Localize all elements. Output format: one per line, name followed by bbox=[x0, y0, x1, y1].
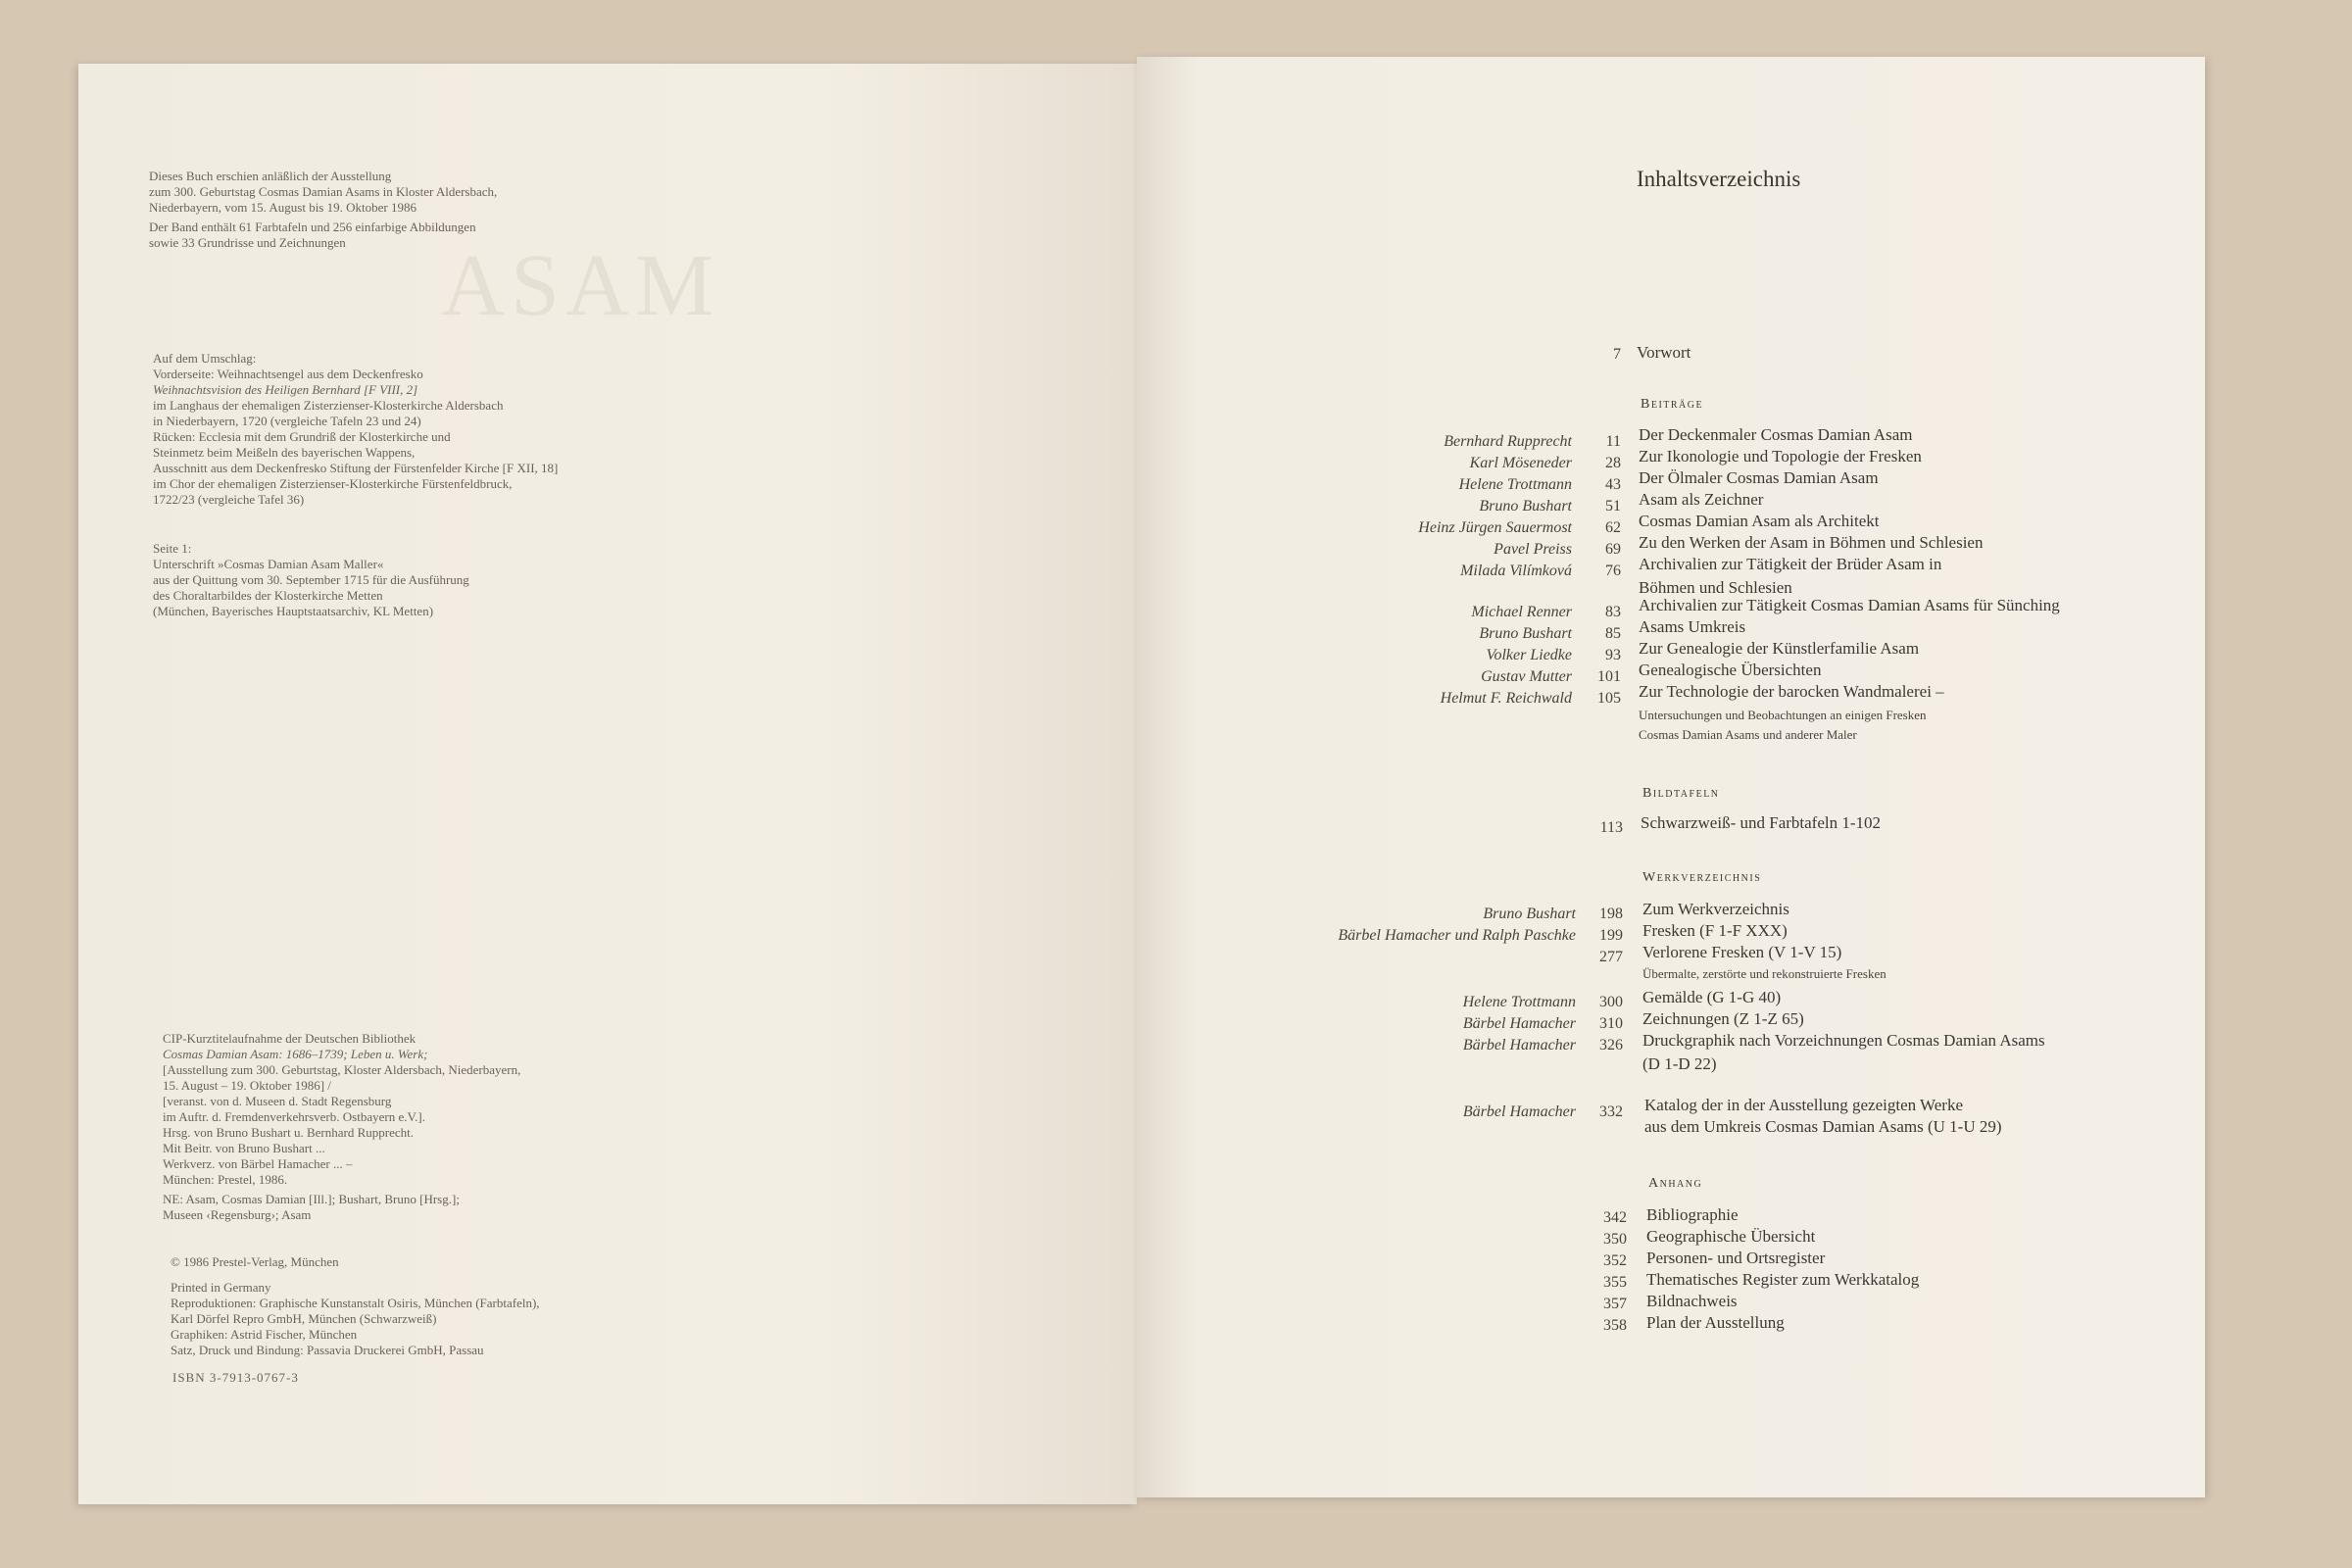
toc-page: 342 bbox=[1603, 1209, 1627, 1226]
bildtafeln-page: 113 bbox=[1599, 819, 1623, 836]
toc-author: Bärbel Hamacher bbox=[1462, 1015, 1576, 1032]
toc-entry-title: Archivalien zur Tätigkeit Cosmas Damian Asams für Sünching bbox=[1639, 596, 2060, 614]
toc-author: Heinz Jürgen Sauermost bbox=[1418, 519, 1572, 536]
toc-page: 326 bbox=[1599, 1037, 1623, 1054]
toc-entry-title-cont: aus dem Umkreis Cosmas Damian Asams (U 1-U 29) bbox=[1644, 1117, 2002, 1136]
toc-entry-title: Bildnachweis bbox=[1646, 1292, 1738, 1310]
toc-entry-title-cont: Böhmen und Schlesien bbox=[1639, 578, 1792, 597]
toc-author: Bärbel Hamacher bbox=[1462, 1037, 1576, 1054]
toc-author: Bernhard Rupprecht bbox=[1444, 433, 1572, 450]
toc-author: Bärbel Hamacher und Ralph Paschke bbox=[1338, 927, 1576, 944]
toc-page: 69 bbox=[1605, 541, 1621, 558]
toc-entry-subtitle: Übermalte, zerstörte und rekonstruierte Fresken bbox=[1642, 966, 1886, 981]
toc-entry-title: Archivalien zur Tätigkeit der Brüder Asam in bbox=[1639, 555, 1942, 573]
toc-entry-title: Verlorene Fresken (V 1-V 15) bbox=[1642, 943, 1842, 961]
toc-entry-title: Thematisches Register zum Werkkatalog bbox=[1646, 1270, 1920, 1289]
toc-page: 101 bbox=[1597, 668, 1621, 685]
toc-author: Gustav Mutter bbox=[1481, 668, 1572, 685]
section-bildtafeln: Bildtafeln bbox=[1642, 786, 1720, 801]
cip-record: CIP-Kurztitelaufnahme der Deutschen Bibliothek Cosmas Damian Asam: 1686–1739; Leben u. Werk; [Ausstellung zum 300. Geburtstag, Kloster Aldersbach, Niederbayern, 15. August – 19. Oktober 1986] / [veranst. von d. Museen d. Stadt Regensburg im Auftr. d. Fremdenverkehrsverb. Ostbayern e.V.]. Hrsg. von Bruno Bushart u. Bernhard Rupprecht. Mit Beitr. von Bruno Bushart ... Werkverz. von Bärbel Hamacher ... – München: Prestel, 1986. NE: Asam, Cosmas Damian [Ill.]; Bushart, Bruno [Hrsg.]; Museen ‹Regensburg›; Asam bbox=[163, 1031, 521, 1222]
section-beitraege: Beiträge bbox=[1641, 397, 1704, 412]
toc-page: 85 bbox=[1605, 625, 1621, 642]
toc-entry-title: Zum Werkverzeichnis bbox=[1642, 900, 1789, 918]
bildtafeln-title: Schwarzweiß- und Farbtafeln 1-102 bbox=[1641, 813, 1882, 832]
toc-page: 93 bbox=[1605, 647, 1621, 663]
toc-page: 43 bbox=[1605, 476, 1621, 493]
section-werkverzeichnis: Werkverzeichnis bbox=[1642, 870, 1762, 885]
toc-page: 355 bbox=[1603, 1274, 1627, 1291]
toc-entry-title: Zeichnungen (Z 1-Z 65) bbox=[1642, 1009, 1804, 1028]
toc-page: 51 bbox=[1605, 498, 1621, 514]
toc-page: 310 bbox=[1599, 1015, 1623, 1032]
toc-entry-title: Zur Genealogie der Künstlerfamilie Asam bbox=[1639, 639, 1920, 658]
toc-author: Helene Trottmann bbox=[1458, 476, 1572, 493]
toc-entry-title: Zu den Werken der Asam in Böhmen und Schlesien bbox=[1639, 533, 1984, 552]
page1-note: Seite 1: Unterschrift »Cosmas Damian Asam Maller« aus der Quittung vom 30. September 1715 für die Ausführung des Choraltarbildes der Klosterkirche Metten (München, Bayerisches Hauptstaatsarchiv, KL Metten) bbox=[153, 541, 469, 618]
toc-page: 28 bbox=[1605, 455, 1621, 471]
toc-page: 357 bbox=[1603, 1296, 1627, 1312]
toc-title: Inhaltsverzeichnis bbox=[1637, 167, 1801, 191]
toc-author: Bruno Bushart bbox=[1479, 625, 1572, 642]
toc-entry-title: Druckgraphik nach Vorzeichnungen Cosmas Damian Asams bbox=[1642, 1031, 2045, 1050]
toc-author: Bärbel Hamacher bbox=[1462, 1103, 1576, 1120]
toc-page: 300 bbox=[1599, 994, 1623, 1010]
toc-entry-title: Der Deckenmaler Cosmas Damian Asam bbox=[1639, 425, 1913, 444]
toc-entry-title: Katalog der in der Ausstellung gezeigten Werke bbox=[1644, 1096, 1963, 1114]
toc-entry-title: Der Ölmaler Cosmas Damian Asam bbox=[1639, 468, 1879, 487]
toc-author: Michael Renner bbox=[1471, 604, 1572, 620]
toc-page: 83 bbox=[1605, 604, 1621, 620]
section-anhang: Anhang bbox=[1648, 1176, 1703, 1191]
toc-entry-title: Personen- und Ortsregister bbox=[1646, 1249, 1826, 1267]
toc-page: 352 bbox=[1603, 1252, 1627, 1269]
toc-page: 11 bbox=[1605, 433, 1621, 450]
toc-page: 62 bbox=[1605, 519, 1621, 536]
toc-page: 277 bbox=[1599, 949, 1623, 965]
toc-entry-title-cont: (D 1-D 22) bbox=[1642, 1054, 1717, 1073]
toc-entry-subtitle: Cosmas Damian Asams und anderer Maler bbox=[1639, 727, 1857, 742]
imprint-top: Dieses Buch erschien anläßlich der Ausstellung zum 300. Geburtstag Cosmas Damian Asams in Kloster Aldersbach, Niederbayern, vom 15. August bis 19. Oktober 1986 Der Band enthält 61 Farbtafeln und 256 einfarbige Abbildungen sowie 33 Grundrisse und Zeichnungen bbox=[149, 169, 498, 250]
toc-entry-title: Cosmas Damian Asam als Architekt bbox=[1639, 512, 1880, 530]
toc-author: Karl Möseneder bbox=[1469, 455, 1572, 471]
toc-entry-title: Genealogische Übersichten bbox=[1639, 661, 1822, 679]
toc-entry-title: Fresken (F 1-F XXX) bbox=[1642, 921, 1788, 940]
toc-entry-title: Asams Umkreis bbox=[1639, 617, 1746, 636]
vorwort-title: Vorwort bbox=[1637, 343, 1691, 362]
toc-page: 350 bbox=[1603, 1231, 1627, 1248]
toc-entry-title: Asam als Zeichner bbox=[1639, 490, 1764, 509]
toc-author: Pavel Preiss bbox=[1494, 541, 1572, 558]
toc-entry-title: Gemälde (G 1-G 40) bbox=[1642, 988, 1782, 1006]
toc-entry-title: Geographische Übersicht bbox=[1646, 1227, 1816, 1246]
toc-author: Volker Liedke bbox=[1486, 647, 1572, 663]
toc-entry-title: Bibliographie bbox=[1646, 1205, 1739, 1224]
toc-author: Bruno Bushart bbox=[1479, 498, 1572, 514]
toc-page: 76 bbox=[1605, 563, 1621, 579]
toc-entry-subtitle: Untersuchungen und Beobachtungen an einigen Fresken bbox=[1639, 708, 1927, 722]
toc-page: 332 bbox=[1599, 1103, 1623, 1120]
toc-page: 198 bbox=[1599, 906, 1623, 922]
toc-page: 358 bbox=[1603, 1317, 1627, 1334]
isbn: ISBN 3-7913-0767-3 bbox=[172, 1370, 299, 1385]
vorwort-page: 7 bbox=[1613, 346, 1621, 363]
toc-author: Milada Vilímková bbox=[1460, 563, 1572, 579]
toc-entry-title: Zur Technologie der barocken Wandmalerei – bbox=[1639, 682, 1944, 701]
printing-credits: Printed in Germany Reproduktionen: Graphische Kunstanstalt Osiris, München (Farbtafeln), Karl Dörfel Repro GmbH, München (Schwarzweiß) Graphiken: Astrid Fischer, München Satz, Druck und Bindung: Passavia Druckerei GmbH, Passau bbox=[171, 1280, 540, 1357]
toc-entry-title: Plan der Ausstellung bbox=[1646, 1313, 1785, 1332]
copyright: © 1986 Prestel-Verlag, München bbox=[171, 1254, 339, 1269]
toc-author: Helmut F. Reichwald bbox=[1440, 690, 1572, 707]
toc-page: 199 bbox=[1599, 927, 1623, 944]
toc-author: Helene Trottmann bbox=[1462, 994, 1576, 1010]
toc-entry-title: Zur Ikonologie und Topologie der Fresken bbox=[1639, 447, 1922, 466]
toc-page: 105 bbox=[1597, 690, 1621, 707]
cover-note: Auf dem Umschlag: Vorderseite: Weihnachtsengel aus dem Deckenfresko Weihnachtsvision des Heiligen Bernhard [F VIII, 2] im Langhaus der ehemaligen Zisterzienser-Klosterkirche Aldersbach in Niederbayern, 1720 (vergleiche Tafeln 23 und 24) Rücken: Ecclesia mit dem Grundriß der Klosterkirche und Steinmetz beim Meißeln des bayerischen Wappens, Ausschnitt aus dem Deckenfresko Stiftung der Fürstenfelder Kirche [F XII, 18] im Chor der ehemaligen Zisterzienser-Klosterkirche Fürstenfeldbruck, 1722/23 (vergleiche Tafel 36) bbox=[153, 351, 559, 507]
bleed-through-title: ASAM bbox=[441, 237, 720, 334]
toc-author: Bruno Bushart bbox=[1483, 906, 1576, 922]
